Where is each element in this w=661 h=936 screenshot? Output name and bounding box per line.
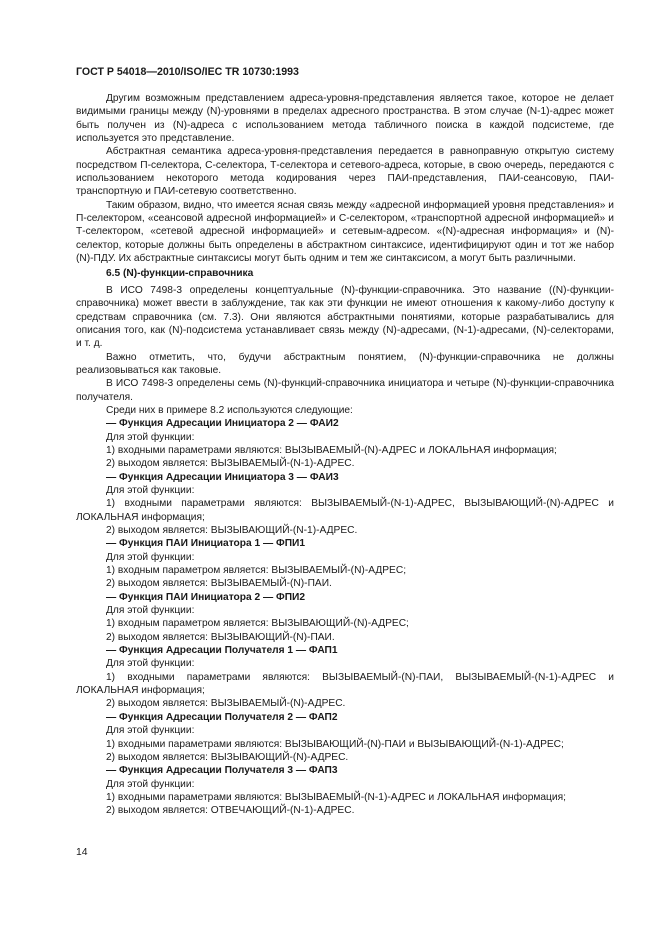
paragraph: Абстрактная семантика адреса-уровня-представления передается в равноправную открытую систему посредством П-селектора, С-селектора, Т-селектора и сетевого-адреса, которые, в свою очередь, передаются с использованием некоторого метода кодирования через ПАИ-представления, ПАИ-сеансовую, ПАИ-транспортную и ПАИ-сетевую соответственно. [76,146,614,198]
paragraph: В ИСО 7498-3 определены семь (N)-функций-справочника инициатора и четыре (N)-функции-справочника получателя. [76,378,614,403]
intro-line: Среди них в примере 8.2 используются следующие: [106,404,353,416]
function-for: Для этой функции: [106,551,195,563]
function-title: — Функция Адресации Инициатора 3 — ФАИ3 [106,471,339,483]
function-item: 2) выходом является: ВЫЗЫВАЕМЫЙ-(N-1)-АДРЕС. [106,458,355,470]
function-title: — Функция Адресации Получателя 1 — ФАП1 [106,645,338,657]
document-body [76,92,614,818]
function-title: — Функция Адресации Инициатора 2 — ФАИ2 [106,418,339,430]
function-item: 1) входным параметром является: ВЫЗЫВАЕМЫЙ-(N)-АДРЕС; [106,565,407,577]
function-item: 1) входными параметрами являются: ВЫЗЫВАЕМЫЙ-(N)-АДРЕС и ЛОКАЛЬНАЯ информация; [106,444,557,456]
function-for: Для этой функции: [106,431,195,443]
function-item: 1) входными параметрами являются: ВЫЗЫВАЕМЫЙ-(N-1)-АДРЕС, ВЫЗЫВАЮЩИЙ-(N)-АДРЕС и ЛОКАЛЬНАЯ информация; [76,498,614,523]
function-item: 1) входными параметрами являются: ВЫЗЫВАЕМЫЙ-(N)-ПАИ, ВЫЗЫВАЕМЫЙ-(N-1)-АДРЕС и ЛОКАЛЬНАЯ информация; [76,671,614,697]
function-item: 2) выходом является: ВЫЗЫВАЮЩИЙ-(N)-ПАИ. [106,631,335,643]
paragraph: Таким образом, видно, что имеется ясная связь между «адресной информацией уровня представления» и П-селектором, «сеансовой адресной информацией» и С-селектором, «транспортной адресной информацией» и Т-селектором, «сетевой адресной информацией» и сетевым-адресом. «(N)-адресная информация» и (N)-селектор, которые должны быть определены в абстрактном синтаксисе, идентифицируют один и тот же набор (N)-ПДУ. Их абстрактные синтаксисы могут быть одним и тем же синтаксисом, а могут быть различными. [76,199,614,265]
function-item: 1) входным параметром является: ВЫЗЫВАЮЩИЙ-(N)-АДРЕС; [106,618,409,630]
function-for: Для этой функции: [106,725,195,737]
function-item: 1) входными параметрами являются: ВЫЗЫВАЮЩИЙ-(N)-ПАИ и ВЫЗЫВАЮЩИЙ-(N-1)-АДРЕС; [106,738,564,750]
section-title: 6.5 (N)-функции-справочника [106,268,254,280]
function-item: 2) выходом является: ВЫЗЫВАЕМЫЙ-(N)-АДРЕС. [106,698,346,710]
function-for: Для этой функции: [106,658,195,670]
function-item: 2) выходом является: ОТВЕЧАЮЩИЙ-(N-1)-АДРЕС. [106,805,355,817]
function-title: — Функция ПАИ Инициатора 2 — ФПИ2 [106,591,306,603]
function-for: Для этой функции: [106,605,195,617]
function-item: 1) входными параметрами являются: ВЫЗЫВАЕМЫЙ-(N-1)-АДРЕС и ЛОКАЛЬНАЯ информация; [106,791,566,803]
paragraph: Другим возможным представлением адреса-уровня-представления является такое, которое не делает видимыми границы между (N)-уровнями в пределах адресного пространства. В этом случае (N-1)-адрес может быть получен из (N)-адреса с использованием метода табличного поиска в каждой подсистеме, где используется это представление. [76,93,614,145]
function-for: Для этой функции: [106,484,195,496]
function-for: Для этой функции: [106,778,195,790]
function-item: 2) выходом является: ВЫЗЫВАЮЩИЙ-(N-1)-АДРЕС. [106,525,358,536]
function-title: — Функция Адресации Получателя 3 — ФАП3 [106,765,338,777]
function-item: 2) выходом является: ВЫЗЫВАЕМЫЙ-(N)-ПАИ. [106,578,332,590]
paragraph: В ИСО 7498-3 определены концептуальные (N)-функции-справочника. Это название ((N)-функции-справочника) может ввести в заблуждение, так как эти функции не имеют отношения к какому-либо доступу к средствам справочника (см. 7.3). Они являются абстрактными понятиями, которые разрабатывались для описания того, как (N)-подсистема устанавливает связь между (N)-адресами, (N-1)-адресами, (N)-селекторами, и т. д. [76,284,614,350]
function-item: 2) выходом является: ВЫЗЫВАЮЩИЙ-(N)-АДРЕС. [106,751,349,763]
page-number: 14 [76,847,88,858]
function-title: — Функция Адресации Получателя 2 — ФАП2 [106,711,338,723]
paragraph: Важно отметить, что, будучи абстрактным понятием, (N)-функции-справочника не должны реализовываться как таковые. [76,351,614,376]
function-title: — Функция ПАИ Инициатора 1 — ФПИ1 [106,538,306,550]
document-header: ГОСТ Р 54018—2010/ISO/IEC TR 10730:1993 [76,66,299,78]
